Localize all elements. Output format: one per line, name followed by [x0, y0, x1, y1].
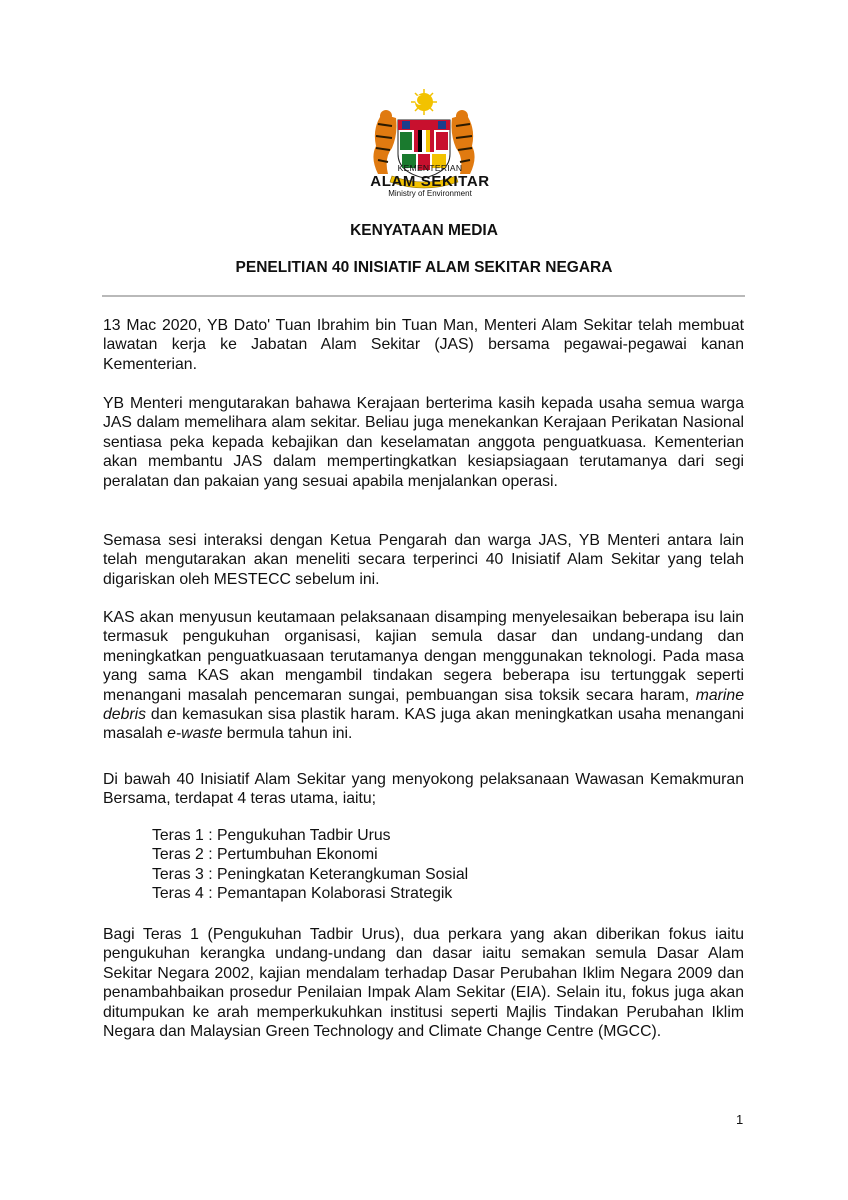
- paragraph-4: [103, 608, 744, 744]
- teras-item: Teras 3 : Peningkatan Keterangkuman Sosial: [152, 865, 469, 883]
- paragraph-4-italic-b: e-waste: [167, 725, 223, 743]
- heading-divider: [102, 295, 745, 297]
- paragraph-4-italic-a: marine debris: [103, 686, 744, 724]
- ministry-line-3: Ministry of Environment: [388, 188, 472, 198]
- document-heading: KENYATAAN MEDIA: [350, 222, 498, 239]
- paragraph-6: Bagi Teras 1 (Pengukuhan Tadbir Urus), dua perkara yang akan diberikan fokus iaitu pengukuhan kerangka undang-undang dan dasar iaitu semakan semula Dasar Alam Sekitar Negara 2002, kajian mendalam terhadap Dasar Perubahan Iklim Negara 2009 dan penambahbaikan prosedur Penilaian Impak Alam Sekitar (EIA). Selain itu, fokus juga akan ditumpukan ke arah memperkukuhkan institusi seperti Majlis Tindakan Perubahan Iklim Negara dan Malaysian Green Technology and Climate Change Centre (MGCC).: [103, 926, 744, 1041]
- page-number: 1: [736, 1112, 744, 1127]
- paragraph-4-text-b: dan kemasukan sisa plastik haram. KAS juga akan meningkatkan usaha menangani masalah: [103, 706, 744, 743]
- teras-item: Teras 1 : Pengukuhan Tadbir Urus: [152, 827, 391, 844]
- paragraph-4-text-a: KAS akan menyusun keutamaan pelaksanaan disamping menyelesaikan beberapa isu lain termasuk pengukuhan organisasi, kajian semula dasar dan undang-undang dan meningkatkan penguatkuasaan terutamanya dengan menggunakan teknologi. Pada masa yang sama KAS akan mengambil tindakan segera beberapa isu tertunggak seperti menangani masalah pencemaran sungai, pembuangan sisa toksik secara haram,: [103, 609, 744, 704]
- sun-icon: [411, 89, 437, 115]
- ministry-name: [0, 164, 848, 198]
- paragraph-3: Semasa sesi interaksi dengan Ketua Pengarah dan warga JAS, YB Menteri antara lain telah mengutarakan akan meneliti secara terperinci 40 Inisiatif Alam Sekitar yang telah digariskan oleh MESTECC sebelum ini.: [103, 532, 744, 588]
- document-subheading: PENELITIAN 40 INISIATIF ALAM SEKITAR NEGARA: [235, 259, 613, 276]
- paragraph-4-text-c: bermula tahun ini.: [222, 725, 353, 743]
- ministry-line-1: KEMENTERIAN: [397, 163, 463, 173]
- paragraph-5: Di bawah 40 Inisiatif Alam Sekitar yang menyokong pelaksanaan Wawasan Kemakmuran Bersama, terdapat 4 teras utama, iaitu;: [103, 771, 744, 808]
- ministry-line-2: ALAM SEKITAR: [370, 172, 490, 190]
- paragraph-1: 13 Mac 2020, YB Dato' Tuan Ibrahim bin Tuan Man, Menteri Alam Sekitar telah membuat lawatan kerja ke Jabatan Alam Sekitar (JAS) bersama pegawai-pegawai kanan Kementerian.: [103, 317, 744, 373]
- teras-item: Teras 4 : Pemantapan Kolaborasi Strategik: [152, 885, 453, 903]
- teras-list: [152, 826, 468, 904]
- teras-item: Teras 2 : Pertumbuhan Ekonomi: [152, 846, 378, 864]
- paragraph-2: YB Menteri mengutarakan bahawa Kerajaan berterima kasih kepada usaha semua warga JAS dalam memelihara alam sekitar. Beliau juga menekankan Kerajaan Perikatan Nasional sentiasa peka kepada kebajikan dan keselamatan anggota penguatkuasa. Kementerian akan membantu JAS dalam mempertingkatkan kesiapsiagaan terutamanya dari segi peralatan dan pakaian yang sesuai apabila menjalankan operasi.: [103, 395, 744, 490]
